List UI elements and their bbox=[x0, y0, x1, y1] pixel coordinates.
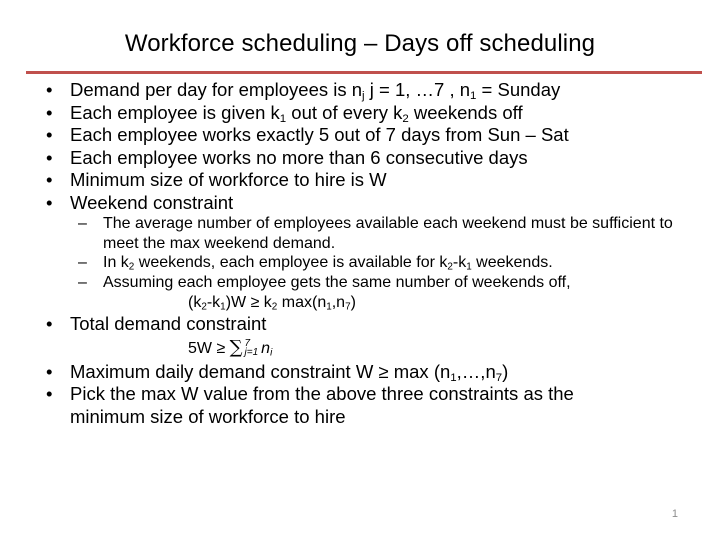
bullet-marker: • bbox=[46, 79, 53, 100]
weekend-formula: $(k_2-k_1)W \ge k_2$ $\max(n_1,n_7)$ bbox=[188, 294, 356, 313]
bullet-marker: • bbox=[46, 101, 53, 123]
slide-title: Workforce scheduling – Days off scheduling bbox=[124, 30, 596, 57]
sub-bullet-marker: – bbox=[78, 273, 87, 291]
sub-bullet-average: – The average number of employees available each weekend must be sufficient to meet the max weekend demand. bbox=[78, 215, 673, 252]
summation-symbol: ∑ bbox=[229, 336, 243, 358]
bullet-works-five: • Each employee works exactly 5 out of 7 days from Sun – Sat bbox=[46, 124, 569, 145]
bullet-marker: • bbox=[46, 191, 53, 213]
bullet-marker: • bbox=[46, 383, 53, 404]
bullet-marker: • bbox=[46, 146, 53, 168]
sub-bullet-marker: – bbox=[78, 215, 87, 232]
bullet-total-demand: • Total demand constraint bbox=[46, 313, 267, 334]
bullet-marker: • bbox=[46, 360, 53, 382]
sub-bullet-marker: – bbox=[78, 254, 87, 271]
bullet-weekend-constraint: • Weekend constraint bbox=[46, 191, 234, 213]
summation-limits: 7 j=1 bbox=[244, 338, 259, 359]
sub-bullet-availability: – In $k_2$ weekends, each employee is available for $k_2-k_1$ weekends. bbox=[78, 254, 553, 273]
page-number: 1 bbox=[671, 508, 678, 520]
sub-bullet-assumption: – Assuming each employee gets the same number of weekends off, bbox=[78, 273, 571, 291]
bullet-demand: • Demand per day for employees is $n_j$ j = 1, …7 , $n_1$ = Sunday bbox=[46, 79, 561, 102]
bullet-marker: • bbox=[46, 124, 53, 145]
total-demand-formula: 5W ≥ ∑ 7 j=1 $n_i$ bbox=[188, 336, 273, 359]
slide-content bbox=[46, 79, 696, 428]
bullet-marker: • bbox=[46, 313, 53, 334]
bullet-consecutive: • Each employee works no more than 6 consecutive days bbox=[46, 146, 528, 168]
bullet-min-size: • Minimum size of workforce to hire is W bbox=[46, 169, 387, 190]
title-divider bbox=[26, 71, 702, 74]
bullet-max-daily: • Maximum daily demand constraint $W \ge \max (n_1,\dots,n_7)$ bbox=[46, 360, 509, 384]
bullet-pick-max: • Pick the max W value from the above three constraints as the minimum size of workforce to hire bbox=[46, 383, 574, 427]
bullet-weekends-off: • Each employee is given $k_1$ out of every $k_2$ weekends off bbox=[46, 101, 523, 125]
bullet-marker: • bbox=[46, 169, 53, 190]
